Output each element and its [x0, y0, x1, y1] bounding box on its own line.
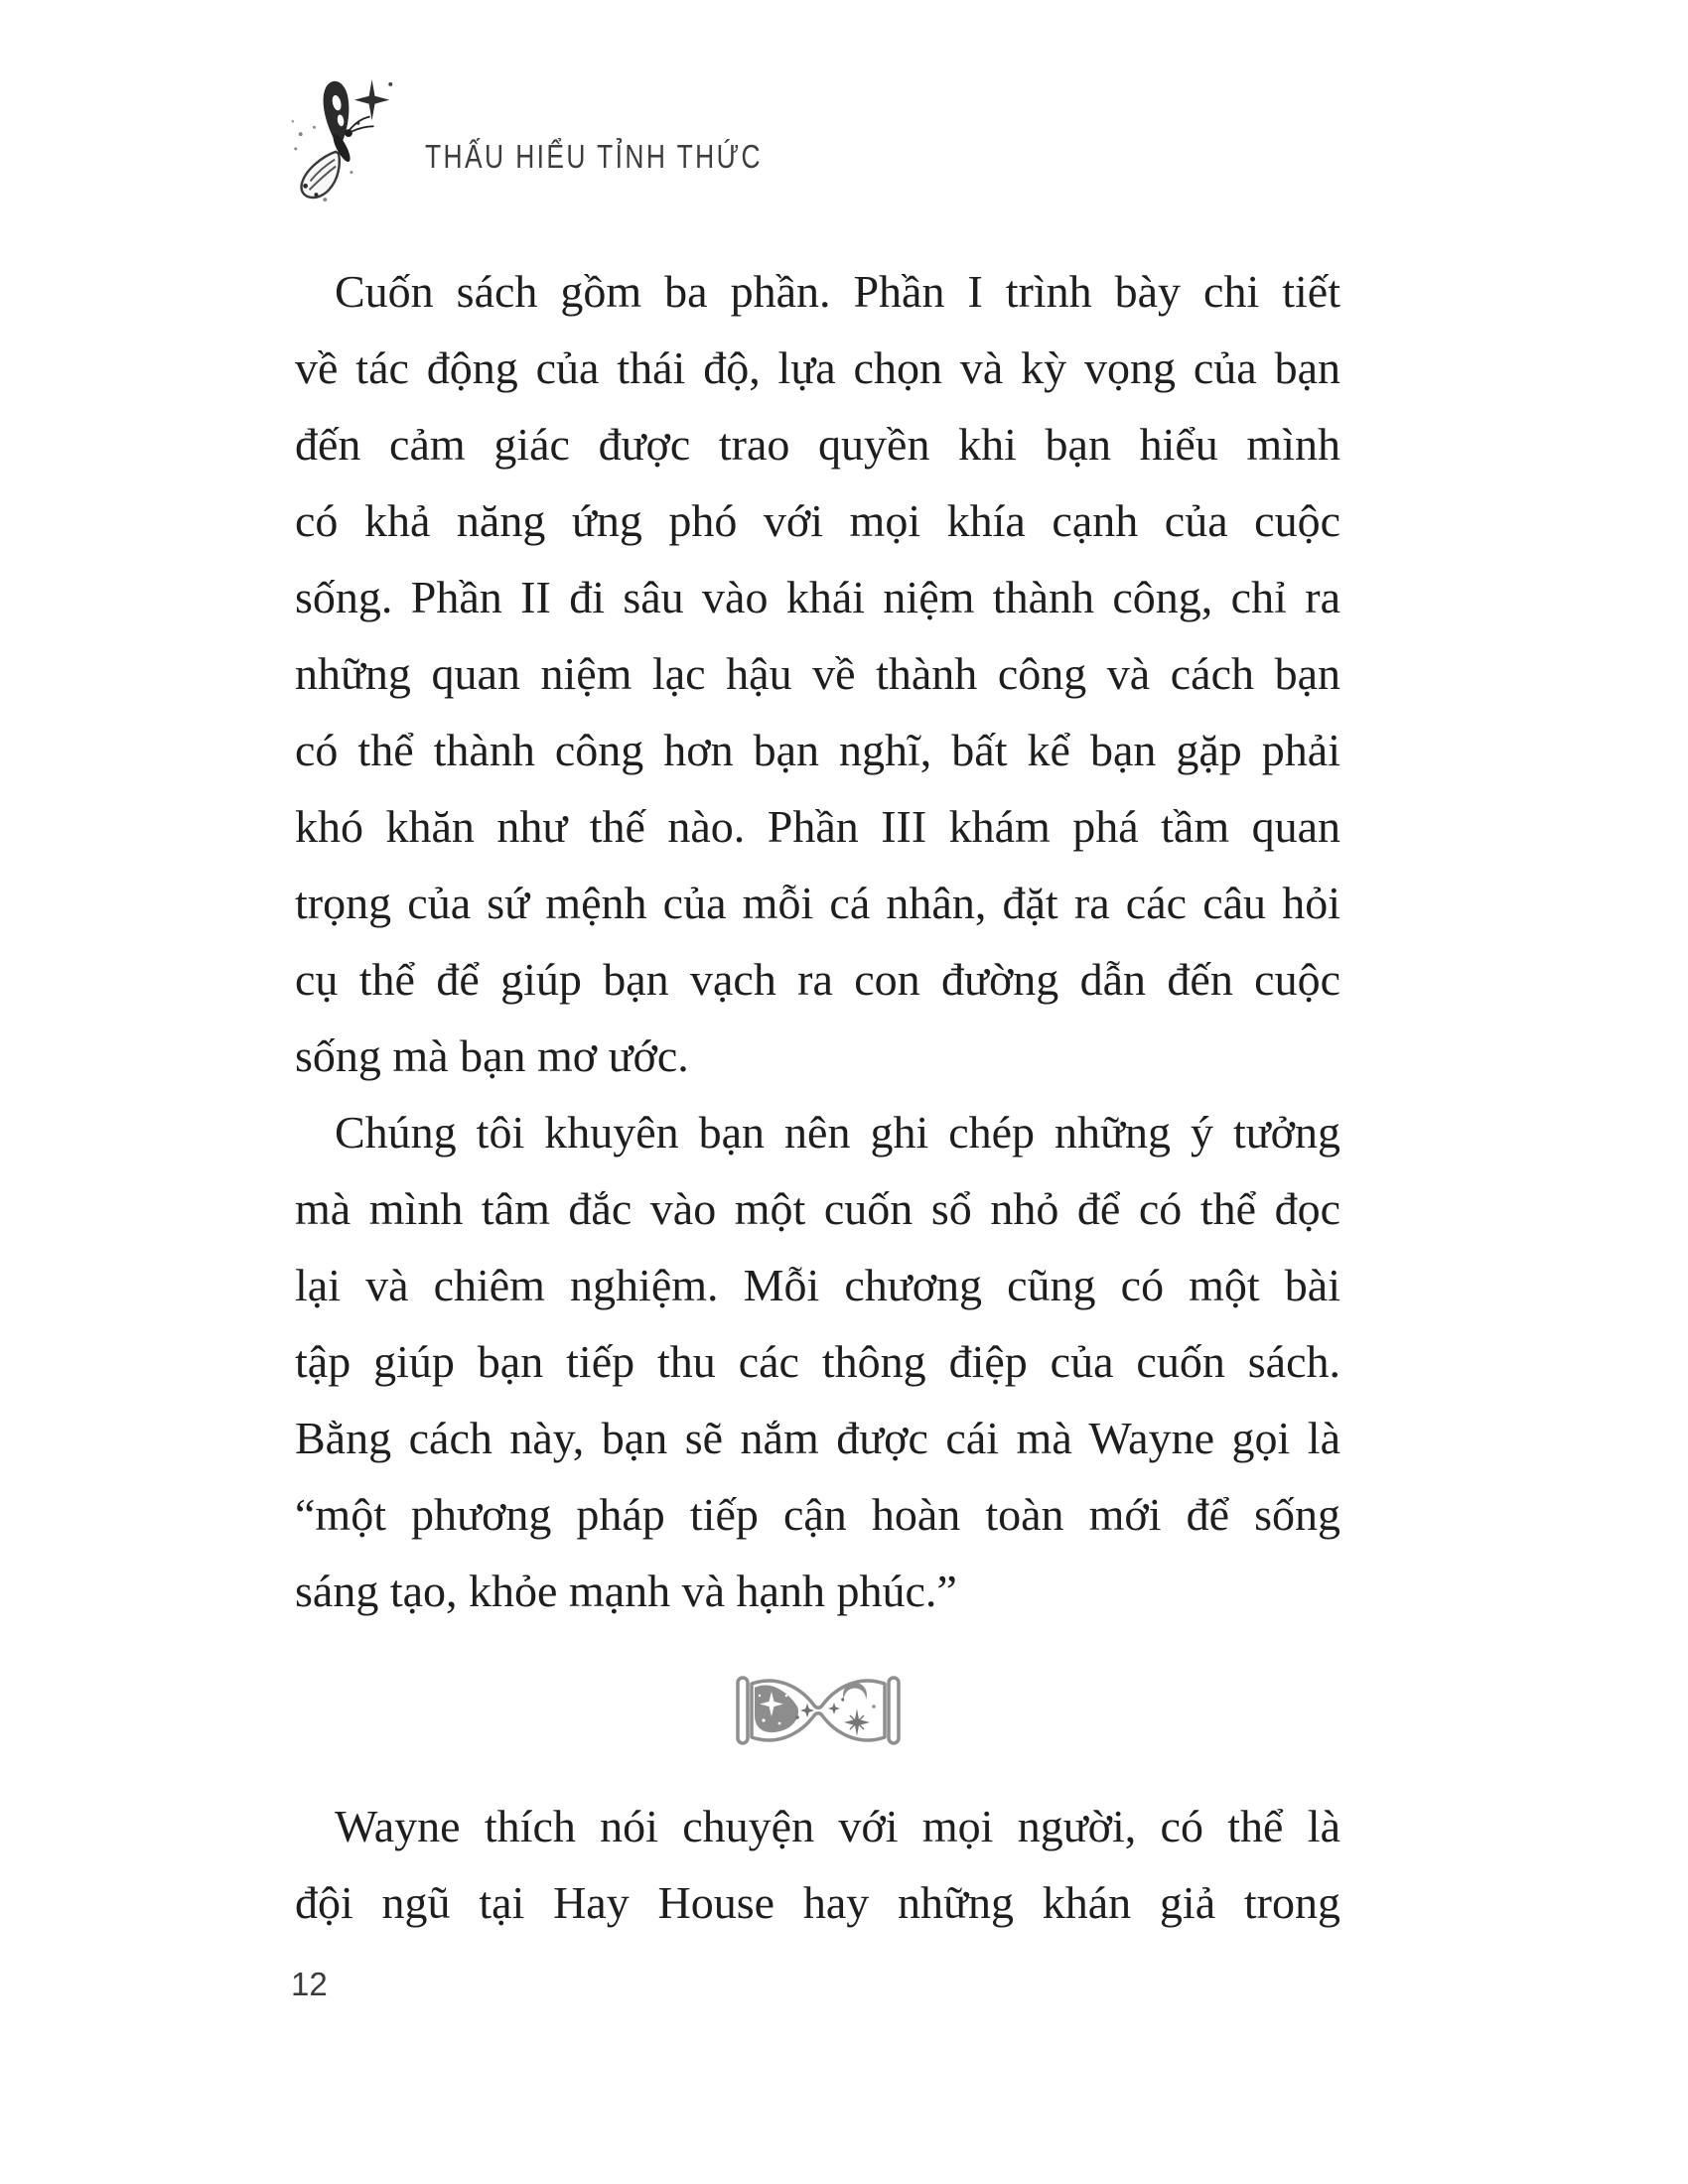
text-line: Bằng cách này, bạn sẽ nắm được cái mà Wayne gọi là	[295, 1413, 1340, 1463]
body-text	[295, 253, 1340, 1941]
section-divider	[295, 1671, 1340, 1750]
paragraph-2	[295, 1094, 1340, 1629]
text-line: đến cảm giác được trao quyền khi bạn hiểu mình	[295, 419, 1340, 470]
running-head-title: THẤU HIỂU TỈNH THỨC	[425, 138, 763, 175]
page-header	[0, 0, 1688, 228]
text-line: sống. Phần II đi sâu vào khái niệm thành công, chỉ ra	[295, 572, 1340, 622]
butterfly-with-sparkle-icon	[281, 71, 408, 208]
paragraph-3	[295, 1788, 1340, 1941]
text-line: Wayne thích nói chuyện với mọi người, có thể là	[335, 1801, 1340, 1851]
text-line: mà mình tâm đắc vào một cuốn sổ nhỏ để có thể đọc	[295, 1183, 1340, 1234]
page-number: 12	[291, 1966, 328, 2002]
text-line: lại và chiêm nghiệm. Mỗi chương cũng có một bài	[295, 1260, 1340, 1310]
hourglass-moon-stars-icon	[734, 1671, 903, 1750]
text-line: cụ thể để giúp bạn vạch ra con đường dẫn đến cuộc	[295, 954, 1340, 1005]
text-line: trọng của sứ mệnh của mỗi cá nhân, đặt ra các câu hỏi	[295, 878, 1340, 928]
text-line: đội ngũ tại Hay House hay những khán giả trong	[295, 1877, 1340, 1928]
text-line: khó khăn như thế nào. Phần III khám phá tầm quan	[295, 801, 1340, 852]
text-line: những quan niệm lạc hậu về thành công và cách bạn	[295, 648, 1340, 699]
text-line: sáng tạo, khỏe mạnh và hạnh phúc.”	[295, 1566, 957, 1616]
text-line: tập giúp bạn tiếp thu các thông điệp của cuốn sách.	[295, 1336, 1340, 1387]
text-line: Cuốn sách gồm ba phần. Phần I trình bày chi tiết	[335, 266, 1340, 317]
text-line: có thể thành công hơn bạn nghĩ, bất kể bạn gặp phải	[295, 725, 1340, 775]
text-line: Chúng tôi khuyên bạn nên ghi chép những ý tưởng	[335, 1107, 1340, 1158]
text-line: về tác động của thái độ, lựa chọn và kỳ vọng của bạn	[295, 342, 1340, 393]
text-line: sống mà bạn mơ ước.	[295, 1030, 689, 1081]
text-line: có khả năng ứng phó với mọi khía cạnh của cuộc	[295, 495, 1340, 546]
paragraph-1	[295, 253, 1340, 1094]
text-line: “một phương pháp tiếp cận hoàn toàn mới để sống	[295, 1489, 1340, 1540]
